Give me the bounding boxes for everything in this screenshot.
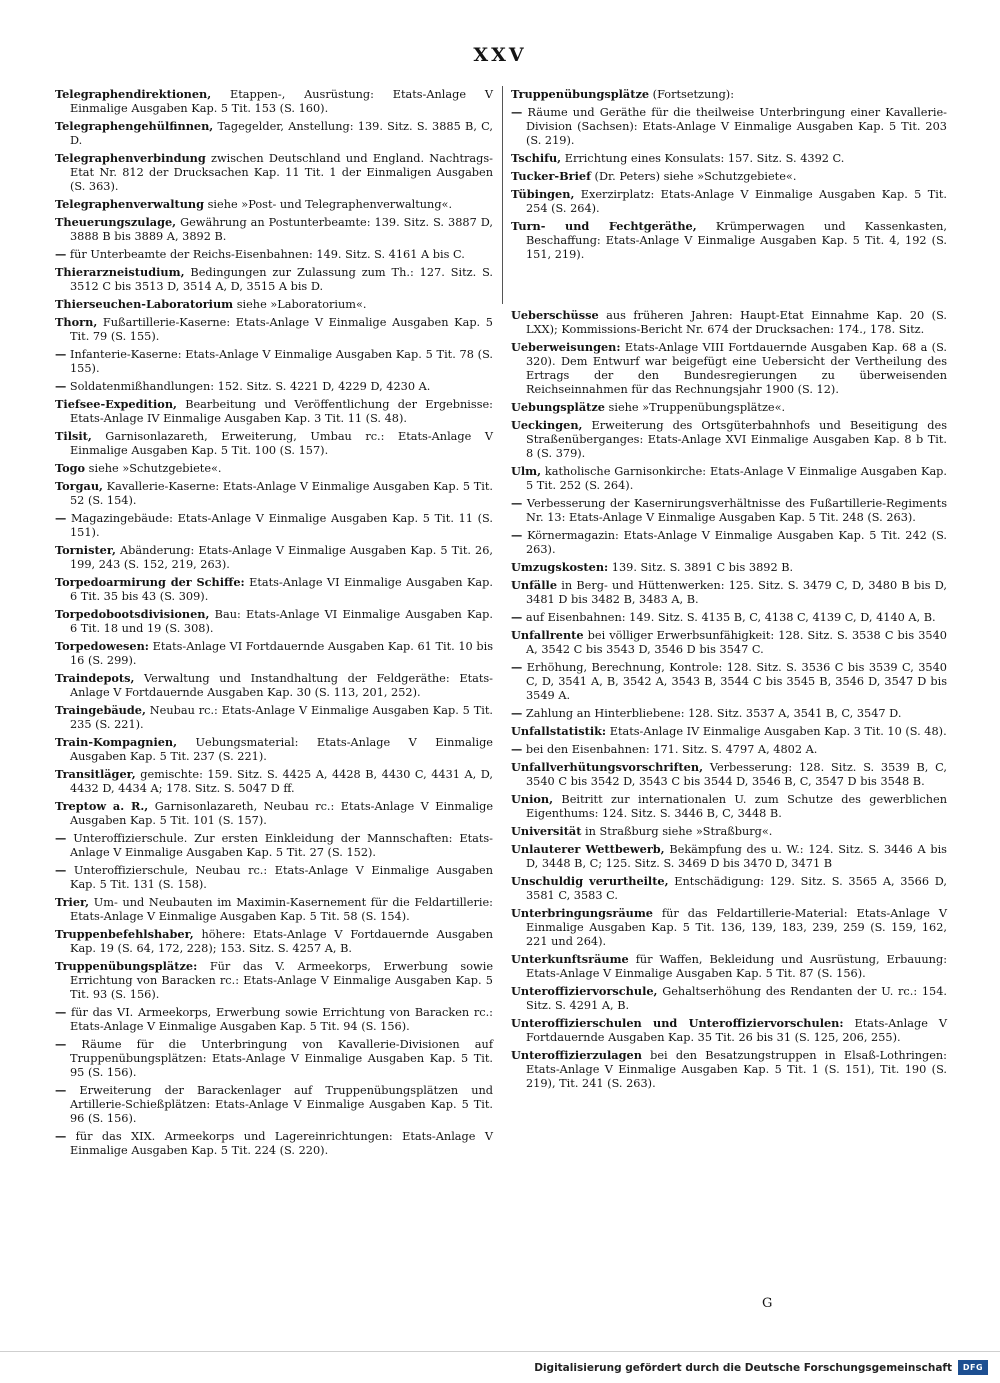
index-entry: [55, 1038, 493, 1080]
entry-text: Bekämpfung des u. W.: 124. Sitz. S. 3446 A bis D, 3448 B, C; 125. Sitz. S. 3469 D bis 3470 D, 3471 B: [526, 843, 947, 871]
entry-headword: —: [55, 831, 67, 846]
index-entry: [55, 704, 493, 732]
index-entry: [55, 928, 493, 956]
index-entry: [511, 309, 947, 337]
index-entry: [511, 907, 947, 949]
index-entry: [55, 768, 493, 796]
footer: [0, 1351, 1000, 1383]
page-number: XXV: [473, 44, 527, 66]
entry-headword: Truppenübungsplätze:: [55, 959, 198, 974]
entry-text: (Dr. Peters) siehe »Schutzgebiete«.: [590, 170, 797, 184]
index-entry: [55, 1006, 493, 1034]
entry-text: Exerzirplatz: Etats-Anlage V Einmalige Ausgaben Kap. 5 Tit. 254 (S. 264).: [526, 188, 947, 216]
entry-text: Für das V. Armeekorps, Erwerbung sowie Errichtung von Baracken rc.: Etats-Anlage V Einmalige Ausgaben Kap. 5 Tit. 93 (S. 156).: [70, 960, 493, 1002]
index-entry: [511, 188, 947, 216]
entry-text: Verwaltung und Instandhaltung der Feldgeräthe: Etats-Anlage V Fortdauernde Ausgaben Kap. 30 (S. 113, 201, 252).: [70, 672, 493, 700]
entry-headword: Telegraphenverbindung: [55, 151, 206, 165]
entry-headword: Unfallrente: [511, 628, 584, 643]
entry-headword: Union,: [511, 792, 554, 807]
index-entry: [55, 152, 493, 194]
entry-headword: Unteroffizierzulagen: [511, 1048, 642, 1063]
index-entry: [511, 611, 947, 625]
entry-text: Garnisonlazareth, Erweiterung, Umbau rc.: Etats-Anlage V Einmalige Ausgaben Kap. 5 Tit. 100 (S. 157).: [70, 430, 493, 458]
entry-headword: Tucker-Brief: [511, 169, 591, 184]
entry-headword: Umzugskosten:: [511, 559, 609, 574]
right-column: [511, 88, 947, 1095]
entry-headword: Torpedoarmirung der Schiffe:: [55, 575, 245, 590]
index-entry: [55, 380, 493, 394]
entry-text: Kavallerie-Kaserne: Etats-Anlage V Einmalige Ausgaben Kap. 5 Tit. 52 (S. 154).: [70, 480, 493, 508]
entry-headword: Unteroffiziervorschule,: [511, 984, 658, 999]
entry-text: Uebungsmaterial: Etats-Anlage V Einmalige Ausgaben Kap. 5 Tit. 237 (S. 221).: [70, 736, 493, 764]
entry-headword: —: [55, 347, 67, 362]
entry-text: Errichtung eines Konsulats: 157. Sitz. S. 4392 C.: [561, 152, 845, 165]
entry-text: in Straßburg siehe »Straßburg«.: [581, 825, 773, 839]
entry-text: zwischen Deutschland und England. Nachtrags-Etat Nr. 812 der Drucksachen Kap. 11 Tit. 1 der Einmaligen Ausgaben (S. 363).: [70, 152, 493, 193]
index-entry: [511, 875, 947, 903]
entry-text: siehe »Schutzgebiete«.: [85, 462, 222, 476]
entry-headword: Ueberschüsse: [511, 308, 599, 323]
index-entry: [55, 430, 493, 458]
index-entry: [55, 1084, 493, 1126]
entry-text: in Berg- und Hüttenwerken: 125. Sitz. S. 3479 C, D, 3480 B bis D, 3481 D bis 3482 B, 3483 A, B.: [526, 579, 947, 606]
index-entry: [511, 497, 947, 525]
entry-headword: —: [55, 511, 67, 526]
entry-headword: Ulm,: [511, 463, 542, 478]
index-entry: [55, 832, 493, 860]
index-entry: [55, 316, 493, 344]
entry-text: katholische Garnisonkirche: Etats-Anlage V Einmalige Ausgaben Kap. 5 Tit. 252 (S. 264).: [526, 464, 947, 492]
index-entry: [511, 953, 947, 981]
index-entry: [55, 544, 493, 572]
entry-headword: Universität: [511, 824, 582, 839]
entry-text: Garnisonlazareth, Neubau rc.: Etats-Anlage V Einmalige Ausgaben Kap. 5 Tit. 101 (S. 157).: [70, 800, 494, 828]
entry-headword: Traingebäude,: [55, 703, 146, 718]
index-entry: [55, 736, 493, 764]
entry-headword: Traindepots,: [55, 671, 135, 686]
dfg-logo: DFG: [958, 1360, 988, 1375]
index-entry: [511, 152, 947, 166]
index-entry: [511, 419, 947, 461]
index-entry: [55, 576, 493, 604]
entry-headword: Treptow a. R.,: [55, 799, 149, 814]
index-entry: [511, 661, 947, 703]
entry-headword: Unfälle: [511, 578, 558, 592]
entry-headword: Tiefsee-Expedition,: [55, 397, 177, 412]
entry-headword: —: [511, 527, 523, 542]
index-entry: [55, 608, 493, 636]
entry-headword: —: [55, 247, 67, 261]
entry-headword: Turn- und Fechtgeräthe,: [511, 219, 697, 234]
entry-text: 139. Sitz. S. 3891 C bis 3892 B.: [608, 560, 794, 574]
index-entry: [55, 248, 493, 262]
entry-text: Soldatenmißhandlungen: 152. Sitz. S. 4221 D, 4229 D, 4230 A.: [66, 380, 431, 394]
entry-headword: —: [55, 1083, 67, 1098]
index-entry: [55, 462, 493, 476]
entry-text: Bau: Etats-Anlage VI Einmalige Ausgaben Kap. 6 Tit. 18 und 19 (S. 308).: [70, 608, 493, 636]
entry-headword: Tilsit,: [55, 429, 92, 444]
index-entry: [511, 561, 947, 575]
column-divider: [502, 86, 503, 304]
left-column: [55, 88, 493, 1162]
index-entry: [55, 640, 493, 668]
entry-text: bei völliger Erwerbsunfähigkeit: 128. Sitz. S. 3538 C bis 3540 A, 3542 C bis 3543 D, 3546 D bis 3547 C.: [526, 629, 947, 656]
index-entry: [511, 793, 947, 821]
entry-text: für Unterbeamte der Reichs-Eisenbahnen: 149. Sitz. S. 4161 A bis C.: [66, 248, 465, 261]
index-entry: [511, 579, 947, 607]
index-entry: [511, 341, 947, 397]
entry-headword: —: [511, 660, 523, 675]
entry-headword: Thorn,: [55, 315, 98, 330]
index-entry: [55, 864, 493, 892]
index-entry: [511, 170, 947, 184]
entry-text: Neubau rc.: Etats-Anlage V Einmalige Ausgaben Kap. 5 Tit. 235 (S. 221).: [70, 704, 493, 732]
index-entry: [55, 896, 493, 924]
entry-headword: Tschifu,: [511, 151, 562, 165]
index-entry: [55, 800, 493, 828]
entry-headword: Truppenübungsplätze: [511, 87, 650, 101]
entry-headword: Thierseuchen-Laboratorium: [55, 297, 234, 312]
entry-headword: Train-Kompagnien,: [55, 735, 178, 750]
entry-text: für das Feldartillerie-Material: Etats-Anlage V Einmalige Ausgaben Kap. 5 Tit. 136, 139, 183, 239, 259 (S. 159, 162, 221 und 264).: [526, 907, 947, 949]
entry-headword: Telegraphendirektionen,: [55, 87, 212, 101]
entry-headword: Tübingen,: [511, 187, 575, 202]
entry-text: Gehaltserhöhung des Rendanten der U. rc.: 154. Sitz. S. 4291 A, B.: [526, 985, 947, 1013]
entry-text: Verbesserung: 128. Sitz. S. 3539 B, C, 3540 C bis 3542 D, 3543 C bis 3544 D, 3546 B, C, 3547 D bis 3548 B.: [526, 761, 947, 789]
index-entry: [511, 401, 947, 415]
entry-text: siehe »Post- und Telegraphenverwaltung«.: [204, 197, 453, 211]
entry-headword: Telegraphenverwaltung: [55, 196, 205, 211]
entry-headword: Unterbringungsräume: [511, 906, 653, 921]
signature-mark: G: [762, 1296, 773, 1311]
entry-headword: Truppenbefehlshaber,: [55, 927, 194, 942]
entry-headword: Telegraphengehülfinnen,: [55, 119, 214, 133]
index-entry: [55, 88, 493, 116]
entry-headword: Transitläger,: [55, 767, 136, 782]
entry-headword: Thierarzneistudium,: [55, 265, 185, 280]
index-entry: [511, 465, 947, 493]
right-column-bottom-section: [511, 309, 947, 1091]
entry-headword: Tornister,: [55, 543, 116, 558]
entry-text: Um- und Neubauten im Maximin-Kasernement für die Feldartillerie: Etats-Anlage V Einmalige Ausgaben Kap. 5 Tit. 58 (S. 154).: [70, 896, 493, 924]
entry-headword: —: [55, 379, 67, 394]
index-entry: [55, 398, 493, 426]
entry-text: für das XIX. Armeekorps und Lagereinrichtungen: Etats-Anlage V Einmalige Ausgaben Kap. 5 Tit. 224 (S. 220).: [66, 1130, 493, 1157]
entry-text: Beitritt zur internationalen U. zum Schutze des gewerblichen Eigenthums: 124. Sitz. S. 3446 B, C, 3448 B.: [526, 793, 947, 821]
entry-headword: Torpedobootsdivisionen,: [55, 607, 210, 622]
index-entry: [55, 480, 493, 508]
index-entry: [55, 266, 493, 294]
index-entry: [511, 1049, 947, 1091]
entry-text: Bearbeitung und Veröffentlichung der Ergebnisse: Etats-Anlage IV Einmalige Ausgaben Kap. 3 Tit. 11 (S. 48).: [70, 398, 493, 426]
entry-text: aus früheren Jahren: Haupt-Etat Einnahme Kap. 20 (S. LXX); Kommissions-Bericht Nr. 674 der Drucksachen: 174., 178. Sitz.: [526, 309, 947, 336]
index-entry: [511, 843, 947, 871]
index-entry: [55, 512, 493, 540]
entry-text: Gewährung an Postunterbeamte: 139. Sitz. S. 3887 D, 3888 B bis 3889 A, 3892 B.: [70, 216, 493, 243]
entry-text: Infanterie-Kaserne: Etats-Anlage V Einmalige Ausgaben Kap. 5 Tit. 78 (S. 155).: [66, 348, 493, 376]
entry-headword: Ueberweisungen:: [511, 340, 621, 355]
entry-text: Tagegelder, Anstellung: 139. Sitz. S. 3885 B, C, D.: [70, 120, 493, 147]
index-entry: [55, 1130, 493, 1158]
entry-text: Verbesserung der Kasernirungsverhältnisse des Fußartillerie-Regiments Nr. 13: Etats-Anlage V Einmalige Ausgaben Kap. 5 Tit. 248 (S. 263).: [522, 496, 947, 524]
entry-text: Fußartillerie-Kaserne: Etats-Anlage V Einmalige Ausgaben Kap. 5 Tit. 79 (S. 155).: [70, 316, 493, 344]
entry-text: Zahlung an Hinterbliebene: 128. Sitz. 3537 A, 3541 B, C, 3547 D.: [522, 707, 902, 720]
entry-text: Erweiterung des Ortsgüterbahnhofs und Beseitigung des Straßenüberganges: Etats-Anlage XVI Einmalige Ausgaben Kap. 8 b Tit. 8 (S. 379).: [526, 419, 947, 460]
entry-text: Etappen-, Ausrüstung: Etats-Anlage V Einmalige Ausgaben Kap. 5 Tit. 153 (S. 160).: [70, 88, 493, 115]
entry-text: Abänderung: Etats-Anlage V Einmalige Ausgaben Kap. 5 Tit. 26, 199, 243 (S. 152, 219, 263).: [70, 544, 493, 572]
index-entry: [511, 761, 947, 789]
entry-text: Erweiterung der Barackenlager auf Truppenübungsplätzen und Artillerie-Schießplätzen: Etats-Anlage V Einmalige Ausgaben Kap. 5 Tit. 96 (S. 156).: [66, 1084, 493, 1125]
entry-text: (Fortsetzung):: [649, 88, 735, 101]
index-entry: [511, 825, 947, 839]
entry-text: Körnermagazin: Etats-Anlage V Einmalige Ausgaben Kap. 5 Tit. 242 (S. 263).: [522, 528, 947, 556]
entry-text: Unteroffizierschule. Zur ersten Einkleidung der Mannschaften: Etats-Anlage V Einmalige Ausgaben Kap. 5 Tit. 27 (S. 152).: [66, 832, 493, 860]
entry-text: Räume für die Unterbringung von Kavallerie-Divisionen auf Truppenübungsplätzen: Etats-Anlage V Einmalige Ausgaben Kap. 5 Tit. 95 (S. 156).: [66, 1038, 493, 1080]
index-entry: [511, 985, 947, 1013]
entry-text: Krümperwagen und Kassenkasten, Beschaffung: Etats-Anlage V Einmalige Ausgaben Kap. 5 Tit. 4, 192 (S. 151, 219).: [526, 220, 947, 261]
entry-headword: —: [511, 610, 523, 624]
entry-text: Erhöhung, Berechnung, Kontrole: 128. Sitz. S. 3536 C bis 3539 C, 3540 C, D, 3541 A, B, 3542 A, 3543 B, 3544 C bis 3545 B, 3546 D, 3547 D bis 3549 A.: [522, 661, 947, 702]
index-entry: [55, 198, 493, 212]
index-entry: [511, 707, 947, 721]
entry-text: bei den Besatzungstruppen in Elsaß-Lothringen: Etats-Anlage V Einmalige Ausgaben Kap. 5 Tit. 1 (S. 151), Tit. 190 (S. 219), Tit. 241 (S. 263).: [526, 1049, 947, 1091]
entry-text: für das VI. Armeekorps, Erwerbung sowie Errichtung von Baracken rc.: Etats-Anlage V Einmalige Ausgaben Kap. 5 Tit. 94 (S. 156).: [66, 1006, 493, 1034]
entry-headword: Torpedowesen:: [55, 639, 149, 654]
entry-headword: —: [511, 706, 523, 720]
entry-headword: —: [511, 105, 523, 120]
right-column-top-section: [511, 88, 947, 262]
entry-headword: Uebungsplätze: [511, 399, 605, 414]
entry-headword: Unterkunftsräume: [511, 952, 629, 967]
index-entry: [511, 106, 947, 148]
index-entry: [511, 529, 947, 557]
index-entry: [55, 216, 493, 244]
index-entry: [55, 298, 493, 312]
entry-headword: Unfallstatistik:: [511, 724, 607, 739]
entry-text: Magazingebäude: Etats-Anlage V Einmalige Ausgaben Kap. 5 Tit. 11 (S. 151).: [66, 512, 493, 540]
entry-text: gemischte: 159. Sitz. S. 4425 A, 4428 B, 4430 C, 4431 A, D, 4432 D, 4434 A; 178. Sitz. S. 5047 D ff.: [70, 768, 493, 796]
entry-headword: —: [511, 742, 523, 757]
entry-headword: Theuerungszulage,: [55, 215, 177, 229]
index-entry: [55, 672, 493, 700]
entry-text: Bedingungen zur Zulassung zum Th.: 127. Sitz. S. 3512 C bis 3513 D, 3514 A, D, 3515 A bis D.: [70, 266, 493, 293]
footer-text: Digitalisierung gefördert durch die Deutsche Forschungsgemeinschaft: [534, 1361, 952, 1374]
entry-headword: Torgau,: [55, 479, 103, 494]
entry-headword: —: [55, 1037, 67, 1052]
index-entry: [511, 1017, 947, 1045]
entry-text: siehe »Truppenübungsplätze«.: [604, 400, 786, 414]
entry-text: für Waffen, Bekleidung und Ausrüstung, Erbauung: Etats-Anlage V Einmalige Ausgaben Kap. 5 Tit. 87 (S. 156).: [526, 953, 947, 981]
entry-headword: Unlauterer Wettbewerb,: [511, 842, 665, 857]
entry-headword: Togo: [55, 461, 86, 476]
entry-text: siehe »Laboratorium«.: [233, 298, 367, 312]
index-entry: [55, 120, 493, 148]
entry-headword: —: [55, 863, 67, 878]
entry-text: Etats-Anlage VI Einmalige Ausgaben Kap. 6 Tit. 35 bis 43 (S. 309).: [70, 576, 493, 604]
entry-headword: —: [511, 495, 523, 510]
entry-headword: —: [55, 1005, 67, 1020]
index-entry: [55, 960, 493, 1002]
index-entry: [511, 220, 947, 262]
index-entry: [511, 629, 947, 657]
entry-text: Etats-Anlage VIII Fortdauernde Ausgaben Kap. 68 a (S. 320). Dem Entwurf war beigefügt eine Uebersicht der Vertheilung des Ertrags der den Bundesregierungen zu überweisenden Reichseinnahmen für das Rechnungsjahr 1900 (S. 12).: [526, 341, 947, 396]
entry-headword: Unfallverhütungsvorschriften,: [511, 760, 704, 775]
entry-text: Räume und Geräthe für die theilweise Unterbringung einer Kavallerie-Division (Sachsen): Etats-Anlage V Einmalige Ausgaben Kap. 5 Tit. 203 (S. 219).: [522, 106, 947, 147]
section-gap: [511, 266, 947, 309]
entry-headword: Trier,: [55, 895, 90, 910]
entry-headword: Unteroffizierschulen und Unteroffiziervorschulen:: [511, 1016, 844, 1031]
index-entry: [55, 348, 493, 376]
entry-headword: Ueckingen,: [511, 418, 583, 432]
entry-text: Etats-Anlage IV Einmalige Ausgaben Kap. 3 Tit. 10 (S. 48).: [606, 725, 947, 739]
entry-text: Etats-Anlage V Fortdauernde Ausgaben Kap. 35 Tit. 26 bis 31 (S. 125, 206, 255).: [526, 1017, 947, 1045]
entry-text: Unteroffizierschule, Neubau rc.: Etats-Anlage V Einmalige Ausgaben Kap. 5 Tit. 131 (S. 158).: [66, 864, 493, 892]
entry-text: Etats-Anlage VI Fortdauernde Ausgaben Kap. 61 Tit. 10 bis 16 (S. 299).: [70, 640, 493, 668]
entry-headword: —: [55, 1129, 67, 1144]
entry-headword: Unschuldig verurtheilte,: [511, 874, 669, 889]
entry-text: höhere: Etats-Anlage V Fortdauernde Ausgaben Kap. 19 (S. 64, 172, 228); 153. Sitz. S. 4257 A, B.: [70, 928, 493, 956]
index-entry: [511, 88, 947, 102]
index-entry: [511, 725, 947, 739]
index-entry: [511, 743, 947, 757]
entry-text: auf Eisenbahnen: 149. Sitz. S. 4135 B, C, 4138 C, 4139 C, D, 4140 A, B.: [522, 611, 936, 624]
entry-text: bei den Eisenbahnen: 171. Sitz. S. 4797 A, 4802 A.: [522, 743, 818, 757]
entry-text: Entschädigung: 129. Sitz. S. 3565 A, 3566 D, 3581 C, 3583 C.: [526, 875, 947, 903]
